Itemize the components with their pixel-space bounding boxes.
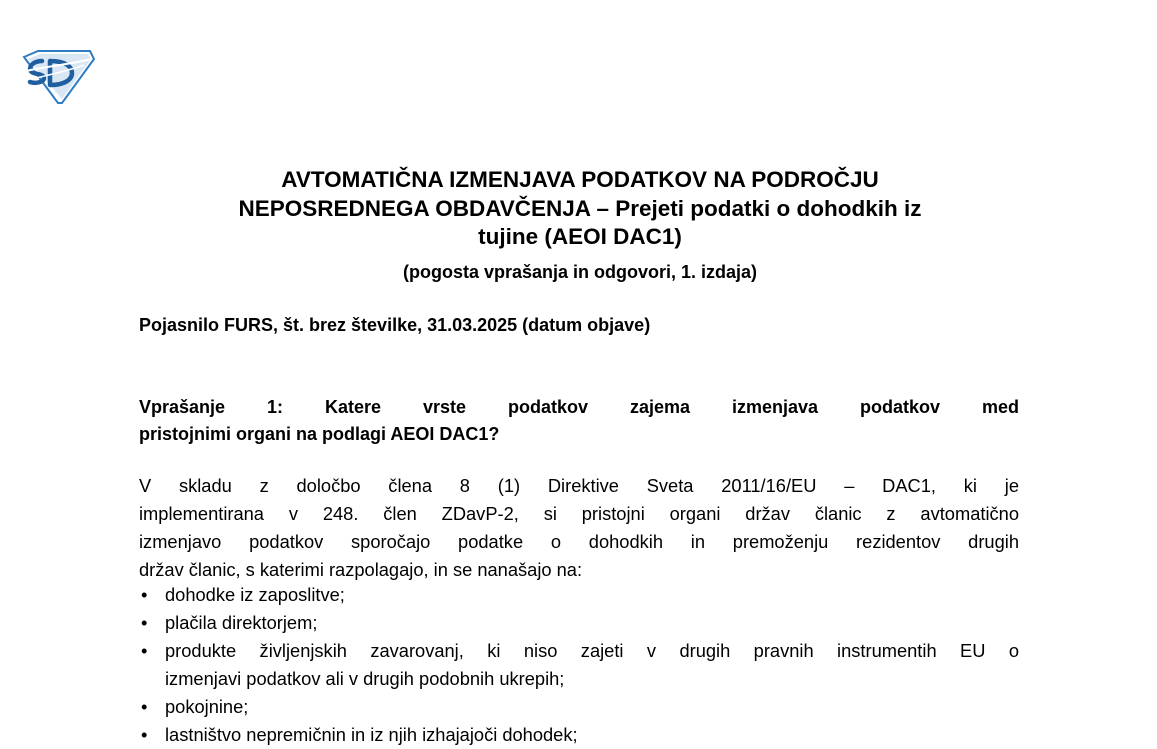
bullet-icon: • (141, 612, 148, 633)
furs-logo-icon (22, 49, 96, 105)
list-item-text: pokojnine; (165, 696, 249, 717)
furs-logo (22, 49, 96, 105)
list-item-text: izmenjavi podatkov ali v drugih podobnih ukrepih; (165, 668, 565, 689)
answer-line: V skladu z določbo člena 8 (1) Direktive Sveta 2011/16/EU – DAC1, ki je (139, 475, 1019, 496)
question-line: Vprašanje 1: Katere vrste podatkov zajema izmenjava podatkov med (139, 397, 1019, 417)
list-item (139, 693, 1019, 721)
question-1 (139, 394, 1019, 448)
answer-paragraph (139, 472, 1019, 584)
document-title (140, 166, 1020, 252)
answer-line: izmenjavo podatkov sporočajo podatke o dohodkih in premoženju rezidentov drugih (139, 531, 1019, 552)
title-line: AVTOMATIČNA IZMENJAVA PODATKOV NA PODROČJU (281, 167, 879, 192)
list-item (139, 609, 1019, 637)
bullet-icon: • (141, 696, 148, 717)
answer-line: implementirana v 248. člen ZDavP-2, si pristojni organi držav članic z avtomatično (139, 503, 1019, 524)
title-line: tujine (AEOI DAC1) (478, 224, 682, 249)
bullet-icon: • (141, 640, 148, 661)
list-item (139, 581, 1019, 609)
list-item-text: produkte življenjskih zavarovanj, ki niso zajeti v drugih pravnih instrumentih EU o (165, 640, 1019, 661)
list-item-text: plačila direktorjem; (165, 612, 318, 633)
document-meta: Pojasnilo FURS, št. brez številke, 31.03.2025 (datum objave) (139, 315, 651, 335)
question-line: pristojnimi organi na podlagi AEOI DAC1? (139, 424, 500, 444)
list-item (139, 721, 1019, 749)
bullet-icon: • (141, 724, 148, 745)
bullet-list (139, 581, 1019, 749)
list-item (139, 637, 1019, 693)
document-subtitle: (pogosta vprašanja in odgovori, 1. izdaja) (402, 262, 758, 282)
bullet-icon: • (141, 584, 148, 605)
list-item-text: lastništvo nepremičnin in iz njih izhajajoči dohodek; (165, 724, 578, 745)
list-item-text: dohodke iz zaposlitve; (165, 584, 345, 605)
title-line: NEPOSREDNEGA OBDAVČENJA – Prejeti podatki o dohodkih iz (238, 195, 922, 221)
answer-line: držav članic, s katerimi razpolagajo, in se nanašajo na: (139, 559, 583, 580)
